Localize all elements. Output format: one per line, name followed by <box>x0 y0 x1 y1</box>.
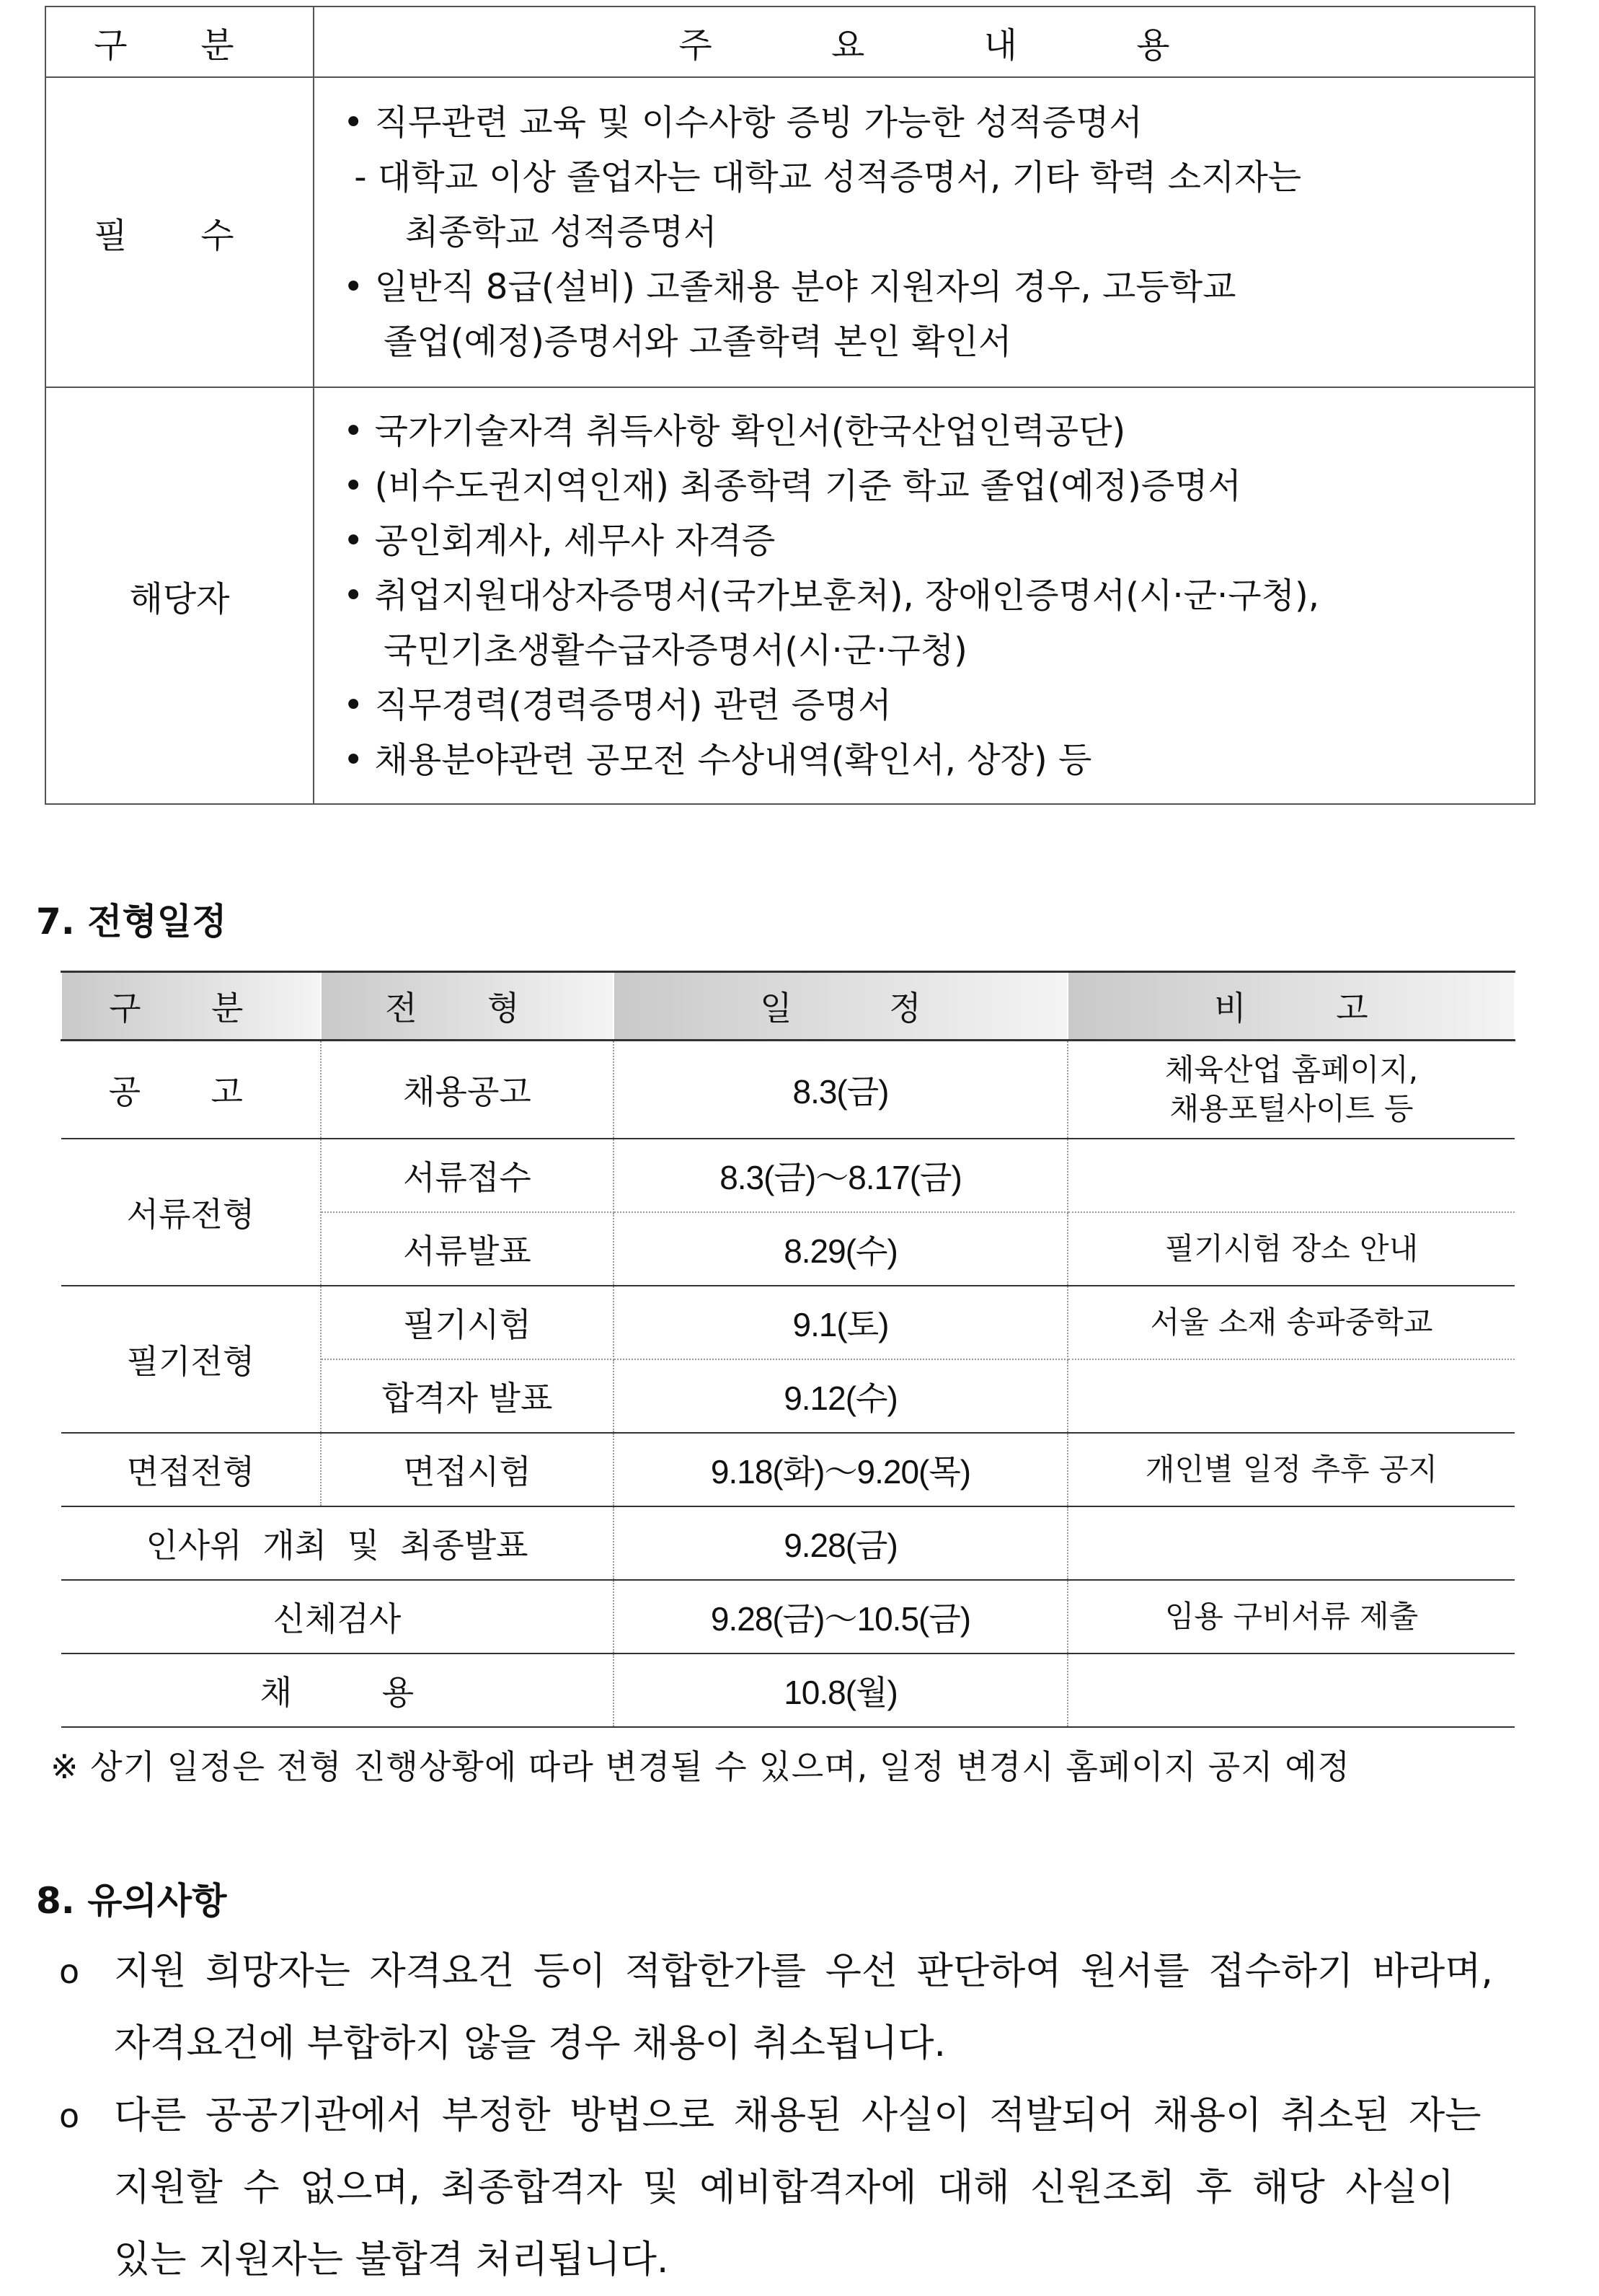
list-item: • 직무관련 교육 및 이수사항 증빙 가능한 성적증명서 <box>343 102 1143 143</box>
table-row <box>61 1041 1515 1139</box>
section-8-heading: 8. 유의사항 <box>36 1880 227 1922</box>
remark-cell <box>1068 1041 1515 1139</box>
caution-item <box>59 1935 1559 2080</box>
category-cell: 신체검사 <box>61 1580 614 1653</box>
remark-cell <box>1068 1506 1515 1580</box>
category-cell: 공 고 <box>61 1041 321 1139</box>
table-row <box>61 1653 1515 1727</box>
stage-cell: 면접시험 <box>321 1433 614 1506</box>
caution-line: 다른 공공기관에서 부정한 방법으로 채용된 사실이 적발되어 채용이 취소된 자는 <box>114 2094 1481 2137</box>
bullet-icon: o <box>59 1952 80 1991</box>
date-cell: 9.12(수) <box>614 1359 1068 1433</box>
section-7-heading: 7. 전형일정 <box>36 901 227 942</box>
caution-text <box>114 1935 1559 2080</box>
category-cell: 서류전형 <box>61 1139 321 1286</box>
stage-cell: 합격자 발표 <box>321 1359 614 1433</box>
category-cell: 인사위 개최 및 최종발표 <box>61 1506 614 1580</box>
list-item: 최종학교 성적증명서 <box>405 212 717 252</box>
caution-text <box>114 2080 1559 2296</box>
caution-item <box>59 2080 1559 2296</box>
list-item: - 대학교 이상 졸업자는 대학교 성적증명서, 기타 학력 소지자는 <box>343 157 1302 198</box>
caution-line: 있는 지원자는 불합격 처리됩니다. <box>114 2238 669 2282</box>
list-item: 국민기초생활수급자증명서(시·군·구청) <box>384 630 967 671</box>
header-content: 주 요 내 용 <box>314 6 1535 77</box>
table-row <box>45 77 1535 387</box>
remark-cell: 임용 구비서류 제출 <box>1068 1580 1515 1653</box>
date-cell: 8.29(수) <box>614 1212 1068 1286</box>
table-row <box>61 1580 1515 1653</box>
schedule-note: ※ 상기 일정은 전형 진행상황에 따라 변경될 수 있으며, 일정 변경시 홈페이지 공지 예정 <box>50 1747 1351 1786</box>
remark-cell: 개인별 일정 추후 공지 <box>1068 1433 1515 1506</box>
list-item: • 국가기술자격 취득사항 확인서(한국산업인력공단) <box>343 411 1126 451</box>
date-cell: 9.1(토) <box>614 1286 1068 1359</box>
table-row <box>61 1433 1515 1506</box>
date-cell: 9.28(금)～10.5(금) <box>614 1580 1068 1653</box>
header-date: 일 정 <box>614 972 1068 1041</box>
date-cell: 8.3(금)～8.17(금) <box>614 1139 1068 1212</box>
row-category-applicable: 해당자 <box>45 387 314 804</box>
row-category-required: 필 수 <box>45 77 314 387</box>
header-category: 구 분 <box>45 6 314 77</box>
list-item: • 공인회계사, 세무사 자격증 <box>343 521 776 561</box>
table-row <box>45 387 1535 804</box>
remark-cell: 서울 소재 송파중학교 <box>1068 1286 1515 1359</box>
caution-line: 지원할 수 없으며, 최종합격자 및 예비합격자에 대해 신원조회 후 해당 사실이 <box>114 2166 1455 2209</box>
caution-line: 자격요건에 부합하지 않을 경우 채용이 취소됩니다. <box>114 2022 947 2065</box>
header-category: 구 분 <box>61 972 321 1041</box>
stage-cell: 서류발표 <box>321 1212 614 1286</box>
stage-cell: 채용공고 <box>321 1041 614 1139</box>
list-item: • (비수도권지역인재) 최종학력 기준 학교 졸업(예정)증명서 <box>343 466 1241 506</box>
bullet-icon: o <box>59 2096 80 2135</box>
row-content-required <box>314 77 1535 387</box>
schedule-table <box>61 971 1515 1728</box>
header-remark: 비 고 <box>1068 972 1515 1041</box>
remark-cell <box>1068 1139 1515 1212</box>
list-item: • 채용분야관련 공모전 수상내역(확인서, 상장) 등 <box>343 740 1092 780</box>
remark-cell: 필기시험 장소 안내 <box>1068 1212 1515 1286</box>
date-cell: 10.8(월) <box>614 1653 1068 1727</box>
date-cell: 9.18(화)～9.20(목) <box>614 1433 1068 1506</box>
remark-cell <box>1068 1359 1515 1433</box>
remark-line: 채용포털사이트 등 <box>1169 1091 1414 1126</box>
date-cell: 8.3(금) <box>614 1041 1068 1139</box>
table-row <box>61 1139 1515 1212</box>
list-item: • 일반직 8급(설비) 고졸채용 분야 지원자의 경우, 고등학교 <box>343 267 1236 307</box>
header-stage: 전 형 <box>321 972 614 1041</box>
remark-cell <box>1068 1653 1515 1727</box>
caution-line: 지원 희망자는 자격요건 등이 적합한가를 우선 판단하여 원서를 접수하기 바라며, <box>114 1950 1493 1993</box>
schedule-header-row <box>61 972 1515 1041</box>
stage-cell: 필기시험 <box>321 1286 614 1359</box>
table-header-row <box>45 6 1535 77</box>
row-content-applicable <box>314 387 1535 804</box>
table-row <box>61 1286 1515 1359</box>
category-cell: 필기전형 <box>61 1286 321 1433</box>
remark-line: 체육산업 홈페이지, <box>1164 1052 1419 1087</box>
list-item: • 직무경력(경력증명서) 관련 증명서 <box>343 685 892 725</box>
category-cell: 채 용 <box>61 1653 614 1727</box>
date-cell: 9.28(금) <box>614 1506 1068 1580</box>
table-row <box>61 1506 1515 1580</box>
category-cell: 면접전형 <box>61 1433 321 1506</box>
document-requirements-table <box>45 6 1536 805</box>
list-item: 졸업(예정)증명서와 고졸학력 본인 확인서 <box>384 322 1012 362</box>
stage-cell: 서류접수 <box>321 1139 614 1212</box>
list-item: • 취업지원대상자증명서(국가보훈처), 장애인증명서(시·군·구청), <box>343 575 1319 616</box>
